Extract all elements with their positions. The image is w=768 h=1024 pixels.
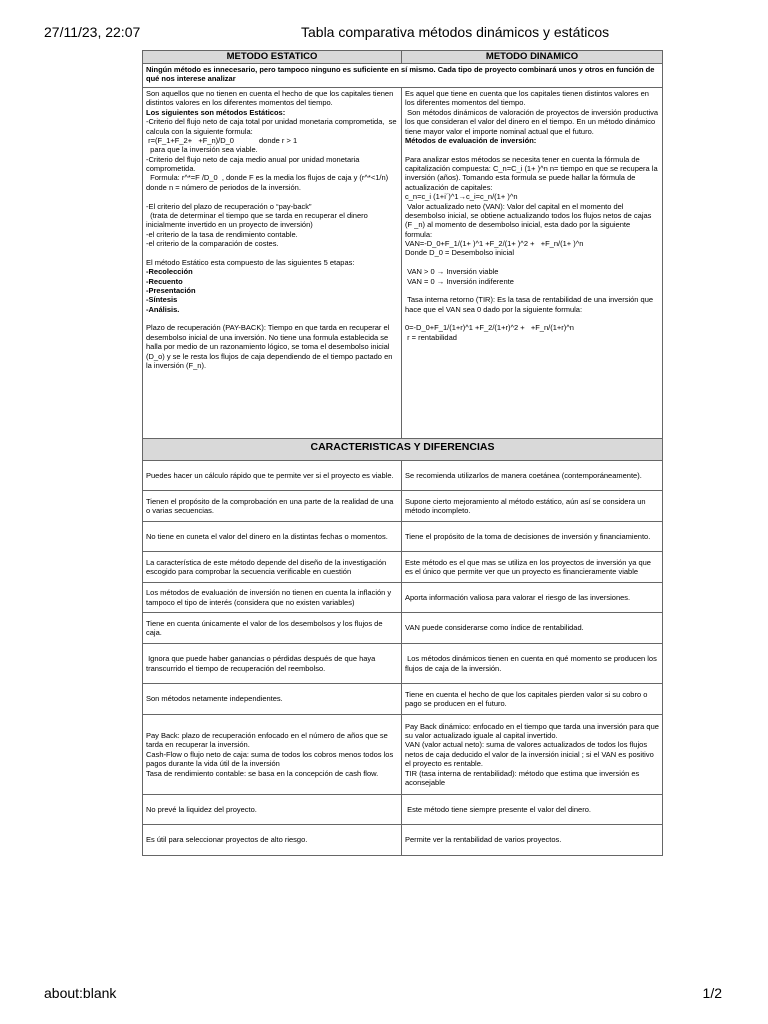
table-row xyxy=(143,461,663,491)
dynamic-lines-line: Donde D_0 = Desembolso inicial xyxy=(405,248,515,258)
dynamic-method-description xyxy=(402,88,663,439)
dynamic-characteristic-cell: VAN puede considerarse como índice de rentabilidad. xyxy=(402,613,663,644)
dynamic-lines-line: Para analizar estos métodos se necesita tener en cuenta la fórmula de capitalización compuesta: C_n=C_i (1+ )^n n= tiempo en que se recupera la inversión (años). Tomando esta formula se puede hallar la fórmula de actualización de capitales: xyxy=(405,154,660,192)
static-lines-line: -Análisis. xyxy=(146,304,180,314)
table-row xyxy=(143,613,663,644)
static-lines-line: -el criterio de la tasa de rendimiento contable. xyxy=(146,229,298,239)
dynamic-characteristic-cell: Aporta información valiosa para valorar el riesgo de las inversiones. xyxy=(402,583,663,613)
dynamic-lines-line: VAN=-D_0+F_1/(1+ )^1 +F_2/(1+ )^2 + +F_n/(1+ )^n xyxy=(405,239,584,248)
table-row xyxy=(143,715,663,795)
static-lines-line: -Criterio del flujo neto de caja medio anual por unidad monetaria comprometida. xyxy=(146,154,362,173)
dynamic-characteristic-cell: Supone cierto mejoramiento al método estático, aún así se considera un método incompleto. xyxy=(402,491,663,522)
dynamic-lines-line: VAN = 0 → Inversión indiferente xyxy=(405,276,514,286)
dynamic-lines-line: Valor actualizado neto (VAN): Valor del capital en el momento del desembolso inicial, se obtiene actualizando todos los flujos netos de cajas (F _n) al momento de desembolso inicial, esta dado por la siguiente formula: xyxy=(405,201,658,239)
table-row xyxy=(143,583,663,613)
static-lines-line: -El criterio del plazo de recuperación o “pay-back” xyxy=(146,201,312,211)
static-characteristic-cell: Son métodos netamente independientes. xyxy=(143,684,402,715)
dynamic-lines-line: c_n=c_i (1+i´)^1→c_i=c_n/(1+ )^n xyxy=(405,192,518,202)
print-document-title: Tabla comparativa métodos dinámicos y estáticos xyxy=(301,24,610,40)
static-lines-line: Plazo de recuperación (PAY-BACK): Tiempo en que tarda en recuperar el desembolso inicial de una inversión. No tiene una formula establecida se halla por medio de un razonamiento lógico, se toma el desembolso inicial (D_o) y se le resta los flujos de caja dependiendo de el tiempo pactado en la inversión (F_n). xyxy=(146,323,395,370)
static-lines-line: -Recuento xyxy=(146,276,183,286)
static-lines-line: para que la inversión sea viable. xyxy=(146,145,258,155)
static-lines-line: Formula: r^*=F /D_0 , donde F es la media los flujos de caja y (r^*<1/n) donde n = número de periodos de la inversión. xyxy=(146,173,391,192)
static-lines-line: -Recolección xyxy=(146,267,193,277)
static-lines-line: El método Estático esta compuesto de las siguientes 5 etapas: xyxy=(146,257,355,267)
dynamic-lines-line xyxy=(405,145,659,154)
intro-statement: Ningún método es innecesario, pero tampoco ninguno es suficiente en sí mismo. Cada tipo de proyecto combinará unos y otros en función de qué nos interese analizar xyxy=(143,64,663,88)
page-number: 1/2 xyxy=(702,985,722,1001)
dynamic-lines-line: Tasa interna retorno (TIR): Es la tasa de rentabilidad de una inversión que hace que el VAN sea 0 dado por la siguiente formula: xyxy=(405,295,656,314)
static-lines-line: -Presentación xyxy=(146,285,196,295)
comparison-table xyxy=(142,50,663,856)
print-datetime: 27/11/23, 22:07 xyxy=(44,24,141,40)
section-title-characteristics: CARACTERISTICAS Y DIFERENCIAS xyxy=(143,439,663,461)
table-row xyxy=(143,522,663,552)
static-lines-line: Son aquellos que no tienen en cuenta el hecho de que los capitales tienen distintos valores en los diferentes momentos del tiempo. xyxy=(146,89,396,108)
header-dynamic-method: METODO DINAMICO xyxy=(402,51,663,64)
dynamic-characteristic-cell: Este método es el que mas se utiliza en los proyectos de inversión ya que es el único que permite ver que un proyecto es financieramente viable xyxy=(402,552,663,583)
print-header xyxy=(44,24,724,42)
table-row xyxy=(143,795,663,825)
characteristics-rows xyxy=(143,461,663,856)
static-characteristic-cell: Pay Back: plazo de recuperación enfocado en el número de años que se tarda en recuperar la inversión. Cash-Flow o flujo neto de caja: suma de todos los cobros menos todos los pagos durante la vida útil de la inversión Tasa de rendimiento contable: se basa en la concepción de cash flow. xyxy=(143,715,402,795)
static-lines-line: -Síntesis xyxy=(146,295,178,305)
static-lines-line: -el criterio de la comparación de costes. xyxy=(146,239,279,248)
static-characteristic-cell: Tienen el propósito de la comprobación en una parte de la realidad de una o varias secuencias. xyxy=(143,491,402,522)
dynamic-lines-line: Son métodos dinámicos de valoración de proyectos de inversión productiva los que consideran el valor del dinero en el tiempo. En un método dinámico tiene mayor valor el importe nominal actual que el futuro. xyxy=(405,107,661,136)
dynamic-characteristic-cell: Tiene en cuenta el hecho de que los capitales pierden valor si su cobro o pago se producen en el futuro. xyxy=(402,684,663,715)
dynamic-lines-line: Es aquel que tiene en cuenta que los capitales tienen distintos valores en los diferentes momentos del tiempo. xyxy=(405,89,652,108)
static-lines-line xyxy=(146,314,398,323)
table-row xyxy=(143,825,663,856)
static-characteristic-cell: Puedes hacer un cálculo rápido que te permite ver si el proyecto es viable. xyxy=(143,461,402,491)
static-characteristic-cell: Es útil para seleccionar proyectos de alto riesgo. xyxy=(143,825,402,856)
static-lines-line: Los siguientes son métodos Estáticos: xyxy=(146,107,286,117)
table-row xyxy=(143,552,663,583)
dynamic-lines-line: 0=-D_0+F_1/(1+r)^1 +F_2/(1+r)^2 + +F_n/(1+r)^n xyxy=(405,323,574,333)
dynamic-lines-line: r = rentabilidad xyxy=(405,332,457,342)
header-static-method: METODO ESTATICO xyxy=(143,51,402,64)
dynamic-characteristic-cell: Se recomienda utilizarlos de manera coetánea (contemporáneamente). xyxy=(402,461,663,491)
dynamic-characteristic-cell: Este método tiene siempre presente el valor del dinero. xyxy=(402,795,663,825)
static-characteristic-cell: Los métodos de evaluación de inversión no tienen en cuenta la inflación y tampoco el tipo de interés (considera que no existen variables) xyxy=(143,583,402,613)
static-lines-line: (trata de determinar el tiempo que se tarda en recuperar el dinero inicialmente invertido en un proyecto de inversión) xyxy=(146,210,370,230)
dynamic-characteristic-cell: Tiene el propósito de la toma de decisiones de inversión y financiamiento. xyxy=(402,522,663,552)
dynamic-characteristic-cell: Pay Back dinámico: enfocado en el tiempo que tarda una inversión para que su valor actualizado iguale al capital invertido. VAN (valor actual neto): suma de valores actualizados de todos los flujos netos de caja deducido el valor de la inversión inicial ; si el VAN es positivo el proyecto es rentable. TIR (tasa interna de rentabilidad): método que estima que inversión es aconsejable xyxy=(402,715,663,795)
static-characteristic-cell: Tiene en cuenta únicamente el valor de los desembolsos y los flujos de caja. xyxy=(143,613,402,644)
dynamic-characteristic-cell: Permite ver la rentabilidad de varios proyectos. xyxy=(402,825,663,856)
table-row xyxy=(143,684,663,715)
dynamic-lines-line xyxy=(405,286,659,295)
static-characteristic-cell: Ignora que puede haber ganancias o pérdidas después de que haya transcurrido el tiempo de recuperación del reembolso. xyxy=(143,644,402,684)
static-characteristic-cell: No prevé la liquidez del proyecto. xyxy=(143,795,402,825)
static-lines-line xyxy=(146,248,398,257)
dynamic-characteristic-cell: Los métodos dinámicos tienen en cuenta en qué momento se producen los flujos de caja de la inversión. xyxy=(402,644,663,684)
dynamic-lines-line xyxy=(405,258,659,267)
static-characteristic-cell: No tiene en cuneta el valor del dinero en la distintas fechas o momentos. xyxy=(143,522,402,552)
static-lines-line: r=(F_1+F_2+ +F_n)/D_0 donde r > 1 xyxy=(146,135,298,145)
dynamic-lines-line xyxy=(405,314,659,323)
dynamic-lines-line: VAN > 0 → Inversión viable xyxy=(405,267,499,277)
table-row xyxy=(143,491,663,522)
static-characteristic-cell: La característica de este método depende del diseño de la investigación escogido para comprobar la secuencia verificable en cuestión xyxy=(143,552,402,583)
table-row xyxy=(143,644,663,684)
static-lines-line xyxy=(146,192,398,201)
dynamic-lines-line: Métodos de evaluación de inversión: xyxy=(405,135,537,145)
comparison-document xyxy=(142,50,662,856)
print-url: about:blank xyxy=(44,985,117,1001)
print-footer xyxy=(44,985,724,1003)
static-method-description xyxy=(143,88,402,439)
static-lines-line: -Criterio del flujo neto de caja total por unidad monetaria comprometida, se calcula con la siguiente formula: xyxy=(146,117,399,136)
